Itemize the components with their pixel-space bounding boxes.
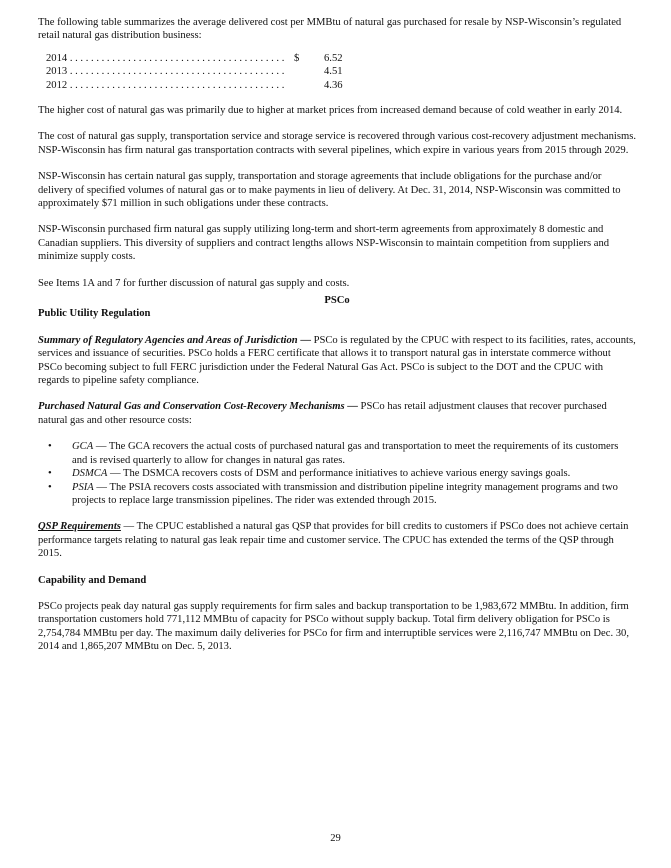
table-value: 4.36 — [324, 79, 343, 91]
table-row — [46, 79, 376, 92]
qsp-text: The CPUC established a natural gas QSP that provides for bill credits to customers if PSCo does not achieve certain performance targets relating to natural gas leak repair time and customer service. The CPUC has extended the terms of the QSP through 2015. — [38, 521, 629, 560]
bullet-dash: — — [93, 441, 109, 453]
paragraph-agreements: NSP-Wisconsin has certain natural gas supply, transportation and storage agreements that include obligations for the purchase and/or delivery of specified volumes of natural gas or to make payments in lieu of delivery. At Dec. 31, 2014, NSP-Wisconsin was committed to approximately $71 million in such obligations under these contracts. — [38, 171, 621, 210]
table-currency — [294, 65, 314, 78]
cost-recovery-list — [38, 440, 636, 507]
paragraph-cost-recovery: The cost of natural gas supply, transportation service and storage service is recovered through various cost-recovery adjustment mechanisms. NSP-Wisconsin has firm natural gas transportation contracts with several pipelines, which expire in various years from 2015 through 2029. — [38, 131, 636, 156]
bullet-dash: — — [107, 468, 124, 480]
bullet-text: The PSIA recovers costs associated with transmission and distribution pipeline integrity management programs and two projects to replace large transmission pipelines. The rider was extended through 2015. — [72, 481, 618, 506]
table-currency — [294, 79, 314, 92]
paragraph-higher-cost: The higher cost of natural gas was primarily due to higher at market prices from increased demand because of cold weather in early 2014. — [38, 104, 623, 116]
summary-title: Summary of Regulatory Agencies and Areas of Jurisdiction — [38, 334, 298, 346]
paragraph-purchased-gas — [38, 400, 636, 427]
paragraph-summary-regulatory — [38, 334, 636, 388]
bullet-dash: — — [93, 481, 110, 493]
bullet-icon: • — [48, 468, 52, 480]
table-value: 6.52 — [324, 52, 343, 64]
summary-dash: — — [297, 334, 314, 346]
table-year: 2013 — [46, 66, 68, 78]
table-year: 2012 — [46, 79, 68, 91]
document-page — [38, 16, 636, 654]
table-year: 2014 — [46, 52, 68, 64]
qsp-title: QSP Requirements — [38, 521, 121, 533]
intro-paragraph: The following table summarizes the average delivered cost per MMBtu of natural gas purchased for resale by NSP-Wisconsin’s regulated retail natural gas distribution business: — [38, 17, 622, 42]
subheading-public-utility-regulation: Public Utility Regulation — [38, 308, 151, 320]
bullet-term: DSMCA — [72, 468, 108, 480]
purchased-title: Purchased Natural Gas and Conservation Cost-Recovery Mechanisms — [38, 401, 345, 413]
purchased-text: PSCo has retail adjustment clauses that recover purchased natural gas and other resource costs: — [38, 401, 607, 426]
bullet-icon: • — [48, 441, 52, 453]
paragraph-capability: PSCo projects peak day natural gas supply requirements for firm sales and backup transportation to be 1,983,672 MMBtu. In addition, firm transportation customers hold 771,112 MMBtu of capacity for PSCo without supply backup. Total firm delivery obligation for PSCo is 2,754,784 MMBtu per day. The maximum daily deliveries for PSCo for firm and interruptible services were 2,116,747 MMBtu on Dec. 30, 2014 and 1,865,207 MMBtu on Dec. 5, 2013. — [38, 600, 629, 653]
bullet-text: The DSMCA recovers costs of DSM and performance initiatives to achieve various energy savings goals. — [123, 468, 571, 480]
qsp-dash: — — [120, 521, 137, 533]
purchased-dash: — — [344, 401, 361, 413]
paragraph-qsp — [38, 520, 636, 560]
bullet-term: GCA — [72, 441, 94, 453]
table-value: 4.51 — [324, 66, 343, 78]
paragraph-suppliers: NSP-Wisconsin purchased firm natural gas supply utilizing long-term and short-term agreements from approximately 8 domestic and Canadian suppliers. This diversity of suppliers and contract lengths allows NSP-Wisconsin to maintain competition from suppliers and minimize supply costs. — [38, 224, 610, 263]
subheading-capability-demand: Capability and Demand — [38, 574, 147, 586]
bullet-term: PSIA — [72, 481, 94, 493]
table-leader: . . . . . . . . . . . . . . . . . . . . . . . . . . . . . . . . . . . . . . . . . — [67, 66, 285, 78]
list-item — [38, 440, 636, 467]
table-row — [46, 52, 376, 65]
page-number: 29 — [330, 833, 341, 844]
summary-text: PSCo is regulated by the CPUC with respect to its facilities, rates, accounts, services and issuance of securities. PSCo holds a FERC certificate that allows it to transport natural gas in interstate commerce without PSCo becoming subject to full FERC jurisdiction under the Federal Natural Gas Act. PSCo is subject to the DOT and the CPUC with regards to pipeline safety compliance. — [38, 334, 636, 387]
table-leader: . . . . . . . . . . . . . . . . . . . . . . . . . . . . . . . . . . . . . . . . . — [67, 79, 285, 91]
list-item — [38, 481, 636, 508]
table-leader: . . . . . . . . . . . . . . . . . . . . . . . . . . . . . . . . . . . . . . . . . — [67, 52, 285, 64]
table-currency: $ — [294, 52, 300, 64]
bullet-icon: • — [48, 481, 52, 493]
cost-table — [46, 52, 376, 92]
paragraph-see-items: See Items 1A and 7 for further discussion of natural gas supply and costs. — [38, 277, 350, 289]
section-heading-psco: PSCo — [324, 295, 350, 307]
table-row — [46, 65, 376, 78]
list-item — [38, 467, 636, 480]
bullet-text: The GCA recovers the actual costs of purchased natural gas and transportation to meet the requirements of its customers and is revised quarterly to allow for changes in natural gas rates. — [72, 441, 619, 466]
